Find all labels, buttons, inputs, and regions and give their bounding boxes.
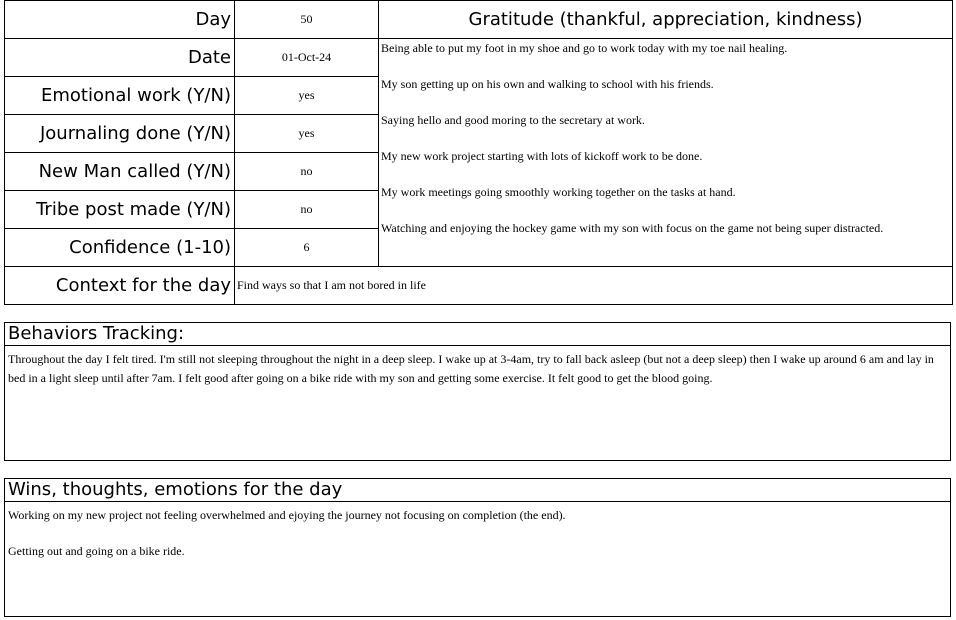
- confidence-value[interactable]: 6: [235, 229, 379, 267]
- day-label: Day: [5, 1, 235, 39]
- gratitude-item: Saying hello and good moring to the secretary at work.: [381, 113, 645, 127]
- gratitude-item: My new work project starting with lots of kickoff work to be done.: [381, 149, 703, 163]
- gratitude-header: Gratitude (thankful, appreciation, kindness): [379, 1, 953, 39]
- wins-box: [4, 478, 951, 617]
- confidence-label: Confidence (1-10): [5, 229, 235, 267]
- wins-item: Working on my new project not feeling overwhelmed and ejoying the journey not focusing on completion (the end).: [8, 508, 566, 522]
- context-value[interactable]: Find ways so that I am not bored in life: [235, 267, 953, 305]
- gratitude-item: Being able to put my foot in my shoe and go to work today with my toe nail healing.: [381, 41, 788, 55]
- wins-title: Wins, thoughts, emotions for the day: [5, 479, 950, 502]
- emotional-work-label: Emotional work (Y/N): [5, 77, 235, 115]
- gratitude-item: My son getting up on his own and walking to school with his friends.: [381, 77, 714, 91]
- wins-item: Getting out and going on a bike ride.: [8, 544, 185, 558]
- journaling-value[interactable]: yes: [235, 115, 379, 153]
- new-man-called-label: New Man called (Y/N): [5, 153, 235, 191]
- gratitude-item: My work meetings going smoothly working together on the tasks at hand.: [381, 185, 736, 199]
- table-row: [5, 39, 953, 77]
- table-row: [5, 1, 953, 39]
- behaviors-tracking-box: [4, 322, 951, 461]
- behaviors-tracking-title: Behaviors Tracking:: [5, 323, 950, 346]
- gratitude-item: Watching and enjoying the hockey game with my son with focus on the game not being super distracted.: [381, 221, 884, 235]
- table-row: [5, 267, 953, 305]
- wins-text[interactable]: [5, 502, 950, 561]
- tribe-post-value[interactable]: no: [235, 191, 379, 229]
- context-label: Context for the day: [5, 267, 235, 305]
- gratitude-list[interactable]: [379, 39, 953, 267]
- date-value[interactable]: 01-Oct-24: [235, 39, 379, 77]
- behaviors-tracking-text[interactable]: [5, 346, 950, 388]
- new-man-called-value[interactable]: no: [235, 153, 379, 191]
- date-label: Date: [5, 39, 235, 77]
- behaviors-text: Throughout the day I felt tired. I'm still not sleeping throughout the night in a deep sleep. I wake up at 3-4am, try to fall back asleep (but not a deep sleep) then I wake up around 6 am and lay in bed in a light sleep until after 7am. I felt good after going on a bike ride with my son and getting some exercise. It felt good to get the blood going.: [8, 352, 934, 385]
- journaling-label: Journaling done (Y/N): [5, 115, 235, 153]
- tribe-post-label: Tribe post made (Y/N): [5, 191, 235, 229]
- day-value[interactable]: 50: [235, 1, 379, 39]
- emotional-work-value[interactable]: yes: [235, 77, 379, 115]
- daily-log-table: [4, 0, 953, 305]
